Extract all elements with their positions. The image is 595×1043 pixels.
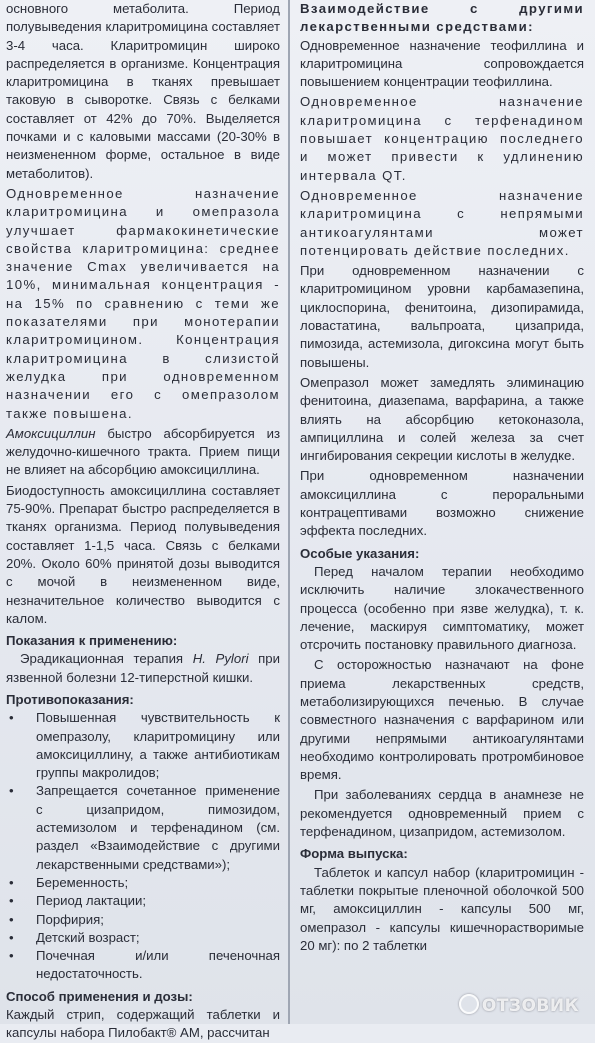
dosage-text: Каждый стрип, содержащий таблетки и капсулы набора Пилобакт® АМ, рассчитан xyxy=(6,1007,280,1041)
levels-raised-paragraph: При одновременном назначении с кларитромицином уровни карбамазепина, циклоспорина, фенитоина, дизопирамида, ловастатина, вальпроата, цизаприда, пимозида, астемизола, дигоксина могут быть повышены. xyxy=(300,263,584,370)
list-item: • Повышенная чувствительность к омепразолу, кларитромицину или амоксициллину, а также антибиотикам группы макролидов; xyxy=(6,709,280,782)
special-instructions-heading: Особые указания: xyxy=(300,545,420,561)
indications-post: при язвенной болезни 12-типерстной кишки. xyxy=(6,651,280,685)
list-item: • Почечная и/или печеночная недостаточность. xyxy=(6,947,280,984)
bioavailability-paragraph: Биодоступность амоксициллина составляет 75-90%. Препарат быстро распределяется в тканях организма. Период полувыведения составляет 1-1,5 часа. Связь с белками 20%. Около 60% принятой дозы выводится с мочой в неизмененном виде, незначительное количество выводится с калом. xyxy=(6,482,280,626)
terfenadine-paragraph: Одновременное назначение кларитромицина с терфенадином повышает концентрацию последнего и может привести к удлинению интервала QT. xyxy=(300,94,584,183)
list-item: • Беременность; xyxy=(6,874,280,892)
release-form-heading: Форма выпуска: xyxy=(300,846,408,862)
dosage-heading: Способ применения и дозы: xyxy=(6,988,193,1004)
theophylline-paragraph: Одновременное назначение теофиллина и кларитромицина сопровождается повышением концентрации теофиллина. xyxy=(300,37,584,90)
right-column xyxy=(300,0,584,955)
indications-text xyxy=(6,650,280,687)
contraindications-list xyxy=(6,709,280,983)
caution-paragraph: С осторожностью назначают на фоне приема лекарственных средств, метаболизирующихся печенью. В случае совместного назначения с варфарином или другими непрямыми антикоагулянтами необходимо контролировать протромбиновое время. xyxy=(300,657,584,783)
otzovik-logo-icon xyxy=(459,994,479,1014)
list-item: • Порфирия; xyxy=(6,911,280,929)
pharmacokinetics-paragraph: основного метаболита. Период полувыведения кларитромицина составляет 3-4 часа. Кларитромицин широко распределяется в организме. Концентрация кларитромицина в тканях превышает таковую в сыворотке. Связь с белками составляет от 42% до 70%. Выделяется почками и с каловыми массами (20-30% в неизмененном форме, остальное в виде метаболитов). xyxy=(6,1,280,181)
release-form-text: Таблеток и капсул набор (кларитромицин - таблетки покрытые пленочной оболочкой 500 мг, амоксициллин - капсулы 500 мг, омепразол - капсулы кишечнорастворимые 20 мг): по 2 таблетки xyxy=(300,864,584,953)
amoxicillin-term: Амоксициллин xyxy=(6,425,96,441)
site-watermark xyxy=(459,994,579,1016)
amoxicillin-absorption-text: быстро абсорбируется из желудочно-кишечного тракта. Прием пищи не влияет на абсорбцию амоксициллина. xyxy=(6,425,280,478)
left-column xyxy=(6,0,280,1043)
interactions-heading: Взаимодействие с другими лекарственными средствами: xyxy=(300,1,584,35)
amoxicillin-absorption-paragraph xyxy=(6,425,280,480)
anticoagulants-paragraph: Одновременное назначение кларитромицина с непрямыми антикоагулянтами может потенцировать действие последних. xyxy=(300,187,584,258)
omeprazole-elimination-paragraph: Омепразол может замедлять элиминацию фенитоина, диазепама, варфарина, а также влиять на абсорбцию кетоконазола, ампициллина и солей железа за счет ингибирования секреции кислоты в желудке. xyxy=(300,374,584,464)
list-item: • Запрещается сочетанное применение с цизапридом, пимозидом, астемизолом и терфенадином (см. раздел «Взаимодействие с другими лекарственными средствами»); xyxy=(6,782,280,873)
contraindications-heading: Противопоказания: xyxy=(6,691,134,707)
list-item: • Период лактации; xyxy=(6,892,280,910)
column-divider xyxy=(288,0,290,1024)
list-item: • Детский возраст; xyxy=(6,929,280,947)
contraceptives-paragraph: При одновременном назначении амоксициллина с пероральными контрацептивами возможно снижение эффекта последних. xyxy=(300,468,584,539)
heart-disease-paragraph: При заболеваниях сердца в анамнезе не рекомендуется одновременный прием с терфенадином, цизапридом, астемизолом. xyxy=(300,787,584,840)
malignancy-paragraph: Перед началом терапии необходимо исключить наличие злокачественного процесса (особенно при язве желудка), т. к. лечение, маскируя симптоматику, может отсрочить постановку правильного диагноза. xyxy=(300,563,584,653)
indications-heading: Показания к применению: xyxy=(6,633,178,649)
h-pylori-term: H. Pylori xyxy=(192,651,249,667)
watermark-text: ОТЗОВИК xyxy=(481,996,579,1016)
omeprazole-combination-paragraph: Одновременное назначение кларитромицина и омепразола улучшает фармакокинетические свойства кларитромицина: среднее значение Cmax увеличивается на 10%, минимальная концентрация - на 15% по сравнению с теми же показателями при монотерапии кларитромицином. Концентрация кларитромицина в слизистой желудка при одновременном назначении его с омепразолом также повышена. xyxy=(6,185,280,421)
indications-pre: Эрадикационная терапия xyxy=(20,651,193,667)
